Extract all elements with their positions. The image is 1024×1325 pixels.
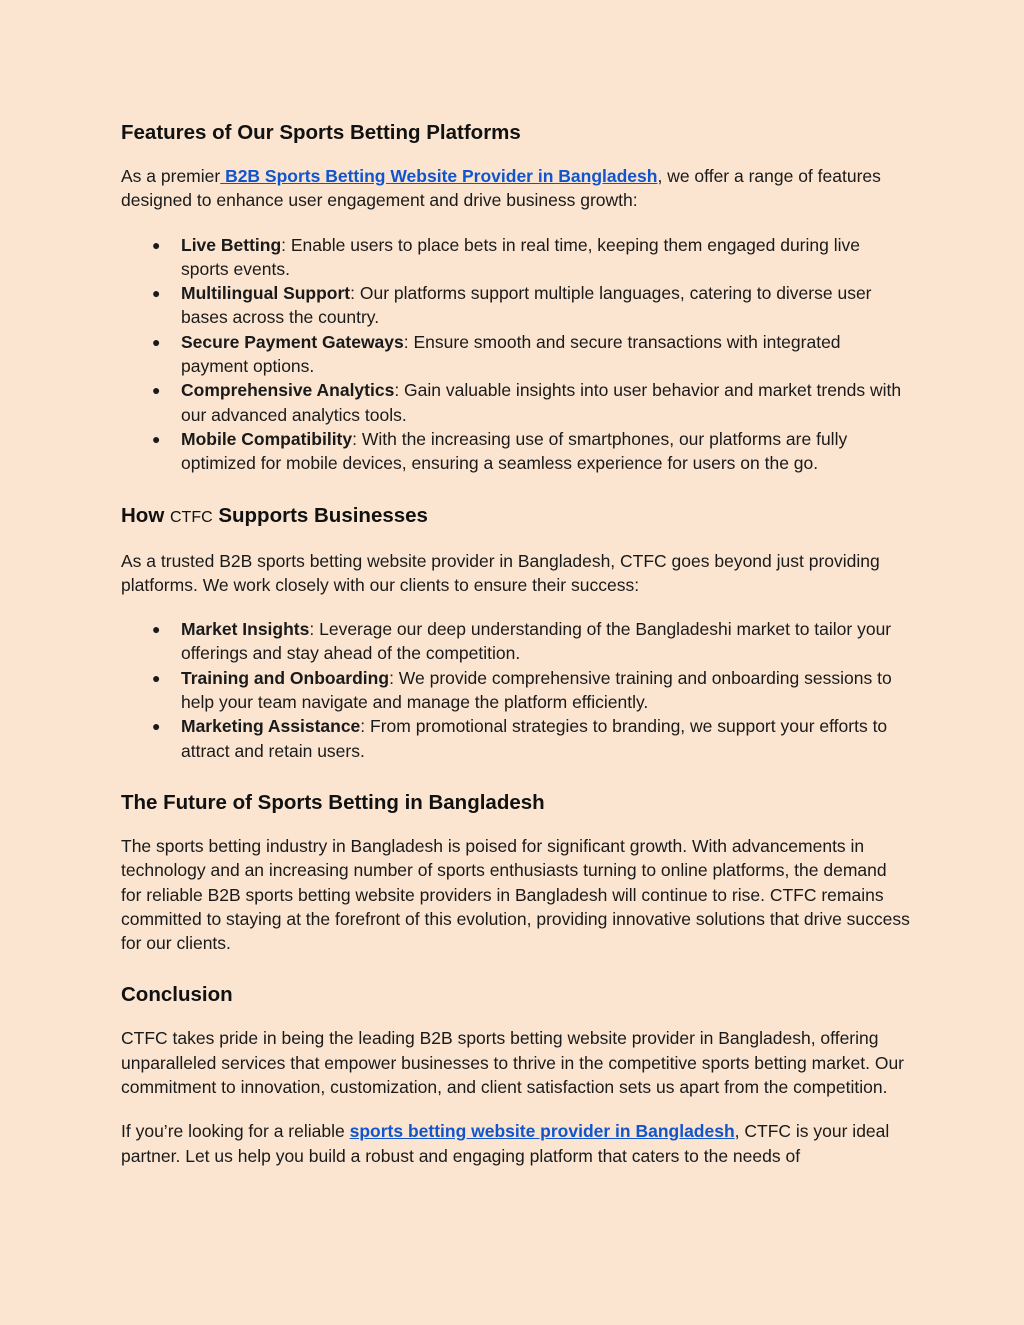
list-item bbox=[121, 330, 911, 379]
conclusion-cta-after: , CTFC is your ideal partner. Let us help you build a robust and engaging platform that caters to the needs of bbox=[121, 1121, 890, 1166]
list-item-title: Comprehensive Analytics bbox=[181, 380, 395, 401]
list-item-text: : We provide comprehensive training and onboarding sessions to help your team navigate and manage the platform efficiently. bbox=[181, 667, 892, 713]
conclusion-body: CTFC takes pride in being the leading B2B sports betting website provider in Bangladesh, offering unparalleled services that empower businesses to thrive in the competitive sports betting market. Our commitment to innovation, customization, and client satisfaction sets us apart from the competition. bbox=[121, 1028, 905, 1098]
b2b-provider-link[interactable]: B2B Sports Betting Website Provider in Bangladesh bbox=[220, 166, 658, 186]
list-item bbox=[121, 233, 911, 282]
bullet-icon: ● bbox=[152, 430, 161, 447]
support-intro: As a trusted B2B sports betting website provider in Bangladesh, CTFC goes beyond just providing platforms. We work closely with our clients to ensure their success: bbox=[121, 550, 880, 595]
bullet-icon: ● bbox=[152, 621, 161, 638]
document-content bbox=[121, 118, 911, 1168]
list-item-text: : Enable users to place bets in real time, keeping them engaged during live sports events. bbox=[181, 234, 860, 279]
bullet-icon: ● bbox=[152, 285, 161, 302]
future-heading: The Future of Sports Betting in Bangladesh bbox=[121, 790, 545, 814]
list-item bbox=[121, 427, 911, 476]
features-list bbox=[121, 233, 911, 476]
support-heading bbox=[121, 501, 911, 533]
list-item bbox=[121, 666, 911, 715]
list-item-text: : Our platforms support multiple languages, catering to diverse user bases across the country. bbox=[181, 283, 872, 328]
bullet-icon: ● bbox=[152, 382, 161, 399]
list-item-text: : Ensure smooth and secure transactions with integrated payment options. bbox=[181, 331, 841, 377]
bullet-icon: ● bbox=[152, 236, 161, 253]
list-item-title: Multilingual Support bbox=[181, 283, 351, 304]
conclusion-cta bbox=[121, 1119, 911, 1168]
list-item bbox=[121, 281, 911, 330]
list-item-text: : Leverage our deep understanding of the Bangladeshi market to tailor your offerings and stay ahead of the competition. bbox=[181, 619, 892, 664]
features-intro-after: , we offer a range of features designed to enhance user engagement and drive business growth: bbox=[121, 166, 881, 211]
list-item-title: Marketing Assistance bbox=[181, 716, 361, 737]
list-item-text: : Gain valuable insights into user behavior and market trends with our advanced analytics tools. bbox=[181, 380, 902, 425]
list-item-text: : From promotional strategies to branding, we support your efforts to attract and retain users. bbox=[181, 716, 888, 761]
features-heading: Features of Our Sports Betting Platforms bbox=[121, 121, 521, 144]
features-intro-before: As a premier bbox=[121, 166, 221, 186]
list-item bbox=[121, 617, 911, 666]
list-item bbox=[121, 714, 911, 763]
list-item-title: Market Insights bbox=[181, 619, 310, 640]
list-item bbox=[121, 378, 911, 427]
sports-betting-provider-link[interactable]: sports betting website provider in Bangladesh bbox=[349, 1121, 735, 1142]
support-heading-suffix: Supports Businesses bbox=[218, 503, 428, 527]
list-item-text: : With the increasing use of smartphones, our platforms are fully optimized for mobile devices, ensuring a seamless experience for users on the go. bbox=[181, 428, 848, 474]
bullet-icon: ● bbox=[152, 669, 161, 686]
bullet-icon: ● bbox=[152, 333, 161, 350]
bullet-icon: ● bbox=[152, 718, 161, 735]
future-body: The sports betting industry in Bangladesh is poised for significant growth. With advancements in technology and an increasing number of sports enthusiasts turning to online platforms, the demand for reliable B2B sports betting website providers in Bangladesh will continue to rise. CTFC remains committed to staying at the forefront of this evolution, providing innovative solutions that drive success for our clients. bbox=[121, 835, 910, 954]
conclusion-cta-before: If you’re looking for a reliable bbox=[121, 1121, 350, 1142]
features-intro bbox=[121, 164, 911, 213]
support-heading-prefix: How bbox=[121, 503, 165, 527]
support-list bbox=[121, 617, 911, 763]
list-item-title: Secure Payment Gateways bbox=[181, 331, 404, 352]
support-heading-brand: CTFC bbox=[169, 508, 213, 526]
list-item-title: Live Betting bbox=[181, 234, 282, 255]
conclusion-heading: Conclusion bbox=[121, 983, 233, 1007]
list-item-title: Training and Onboarding bbox=[181, 667, 390, 688]
list-item-title: Mobile Compatibility bbox=[181, 428, 353, 449]
